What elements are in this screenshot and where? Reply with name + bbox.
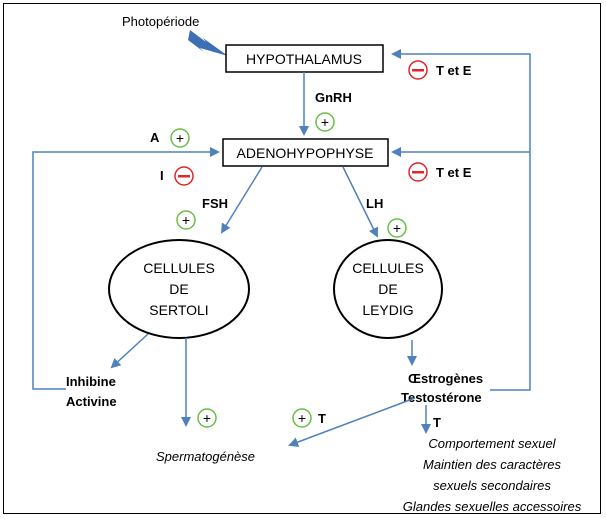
plus-sign: +: [181, 212, 191, 228]
spermatogenese-label: Spermatogénèse: [156, 449, 256, 464]
minus-sign: [412, 69, 424, 72]
arrow-fsh: [222, 167, 262, 232]
leydig-line3: LEYDIG: [362, 302, 414, 318]
minus-sign: [412, 171, 424, 174]
effect-line-1: Comportement sexuel: [428, 436, 556, 451]
plus-sign: +: [392, 220, 402, 236]
plus-sign: +: [175, 130, 185, 146]
activine-label: Activine: [66, 394, 117, 409]
plus-sign: +: [202, 410, 212, 426]
gnrh-label: GnRH: [315, 90, 352, 105]
minus-sign: [178, 175, 190, 178]
hypothalamus-label: HYPOTHALAMUS: [246, 51, 362, 67]
plus-sign: +: [320, 114, 330, 130]
oestrogenes-label: Œstrogènes: [408, 371, 484, 386]
leydig-line2: DE: [378, 281, 398, 297]
t-et-e-mid-label: T et E: [436, 165, 472, 180]
sertoli-line1: CELLULES: [143, 260, 215, 276]
photoperiod-label: Photopériode: [122, 14, 200, 29]
effect-line-4: Glandes sexuelles accessoires: [402, 499, 582, 514]
t-label-small: T: [433, 415, 441, 430]
testosterone-label: Testostérone: [401, 390, 482, 405]
lightning-icon: [188, 30, 228, 56]
t-et-e-top-label: T et E: [436, 63, 472, 78]
sertoli-line3: SERTOLI: [149, 302, 209, 318]
a-label: A: [150, 130, 160, 145]
lh-label: LH: [366, 196, 384, 211]
adenohypophyse-label: ADENOHYPOPHYSE: [236, 145, 374, 161]
effect-line-3: sexuels secondaires: [433, 478, 551, 493]
fsh-label: FSH: [202, 196, 228, 211]
plus-sign: +: [297, 410, 307, 426]
sertoli-line2: DE: [169, 281, 189, 297]
effect-line-2: Maintien des caractères: [422, 457, 562, 472]
i-label: I: [160, 168, 164, 183]
arrow-sertoli-to-inhibine: [112, 334, 148, 367]
leydig-line1: CELLULES: [352, 260, 424, 276]
inhibine-label: Inhibine: [66, 374, 116, 389]
t-label-right: T: [318, 411, 326, 426]
feedback-line-to-hypothalamus: [393, 54, 530, 390]
